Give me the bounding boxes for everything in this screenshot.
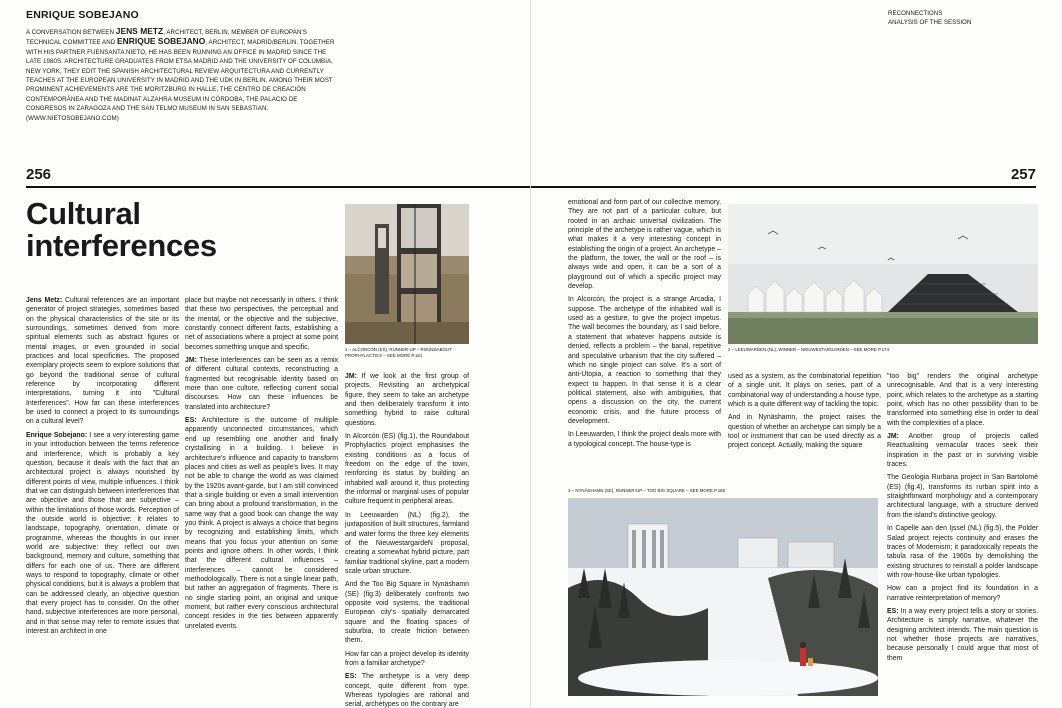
paragraph [345, 580, 469, 645]
paragraph-text: In Alcorcón (ES) (fig.1), the Roundabout Prophylactics project emphasises the existing conditions as a focus of freedom on the edge of the town, reinforcing its status by building an inhabited wall around it, thus protecting the informal or marginal uses of popular culture frequent in peripheral areas. [345, 433, 469, 506]
text-column-left-1 [26, 296, 179, 640]
text-column-left-2 [185, 296, 338, 635]
paragraph-text: How can a project find its foundation in a narrative reinterpretation of memory? [887, 585, 1038, 602]
speaker-label: ES: [345, 673, 357, 681]
paragraph-text: These interferences can be seen as a remix of different cultural contexts, reconstructing a fragmented but recognisable identity based on more than one culture, reflecting current social discourses. How can these influences be translated into architecture? [185, 357, 338, 411]
paragraph [345, 432, 469, 507]
paragraph [26, 431, 179, 637]
intro-name-enrique-sobejano: ENRIQUE SOBEJANO [117, 36, 206, 47]
paragraph-text: Cultural references are an important generator of project strategies, sometimes based on the physical characteristics of the site or its surroundings, sometimes derived from more spiritual elements such as abstract figures or mental images, or even grounded in social practices and local specificities. The proposed exemplary projects seem to explore solutions that go beyond the traditional sense of cultural reference by incorporating different interpretations, turning it into "Cultural Interferences". How far can these interferences be used to connect a project to its surroundings on a cultural level? [26, 297, 179, 426]
author-heading: ENRIQUE SOBEJANO [26, 9, 139, 21]
text-column-right-3 [887, 372, 1038, 667]
figure-3-caption: 3 – NYNÄSHAMN (SE), RUNNER-UP – TOO BIG SQUARE – SEE MORE P.185 [568, 488, 726, 493]
speaker-label: JM: [185, 357, 197, 365]
paragraph [26, 296, 179, 427]
paragraph-text: In a way every project tells a story or stories. Architecture is simply narrative, whatever the designing architect intends. The main question is not whether those projects are narratives, because personally I could argue that most of them [887, 607, 1038, 662]
text-column-right-1 [568, 198, 721, 453]
paragraph-text: The Geologia Rurbana project in San Bartolomé (ES) (fig.4), transforms its rurban spirit into a straightforward morphology and a contemporary architectural language, with a structure derived from the island's distinctive geology. [887, 474, 1038, 519]
paragraph [728, 372, 881, 409]
right-page [531, 0, 1062, 708]
speaker-label: ES: [887, 607, 899, 615]
speaker-label: Jens Metz: [26, 297, 63, 304]
paragraph [887, 607, 1038, 663]
speaker-label: Enrique Sobejano: [26, 431, 88, 439]
intro-url: (WWW.NIETOSOBEJANO.COM) [26, 114, 119, 122]
paragraph [345, 672, 469, 708]
paragraph [568, 198, 721, 291]
divider-rule-left [26, 186, 530, 188]
paragraph [345, 511, 469, 576]
paragraph [185, 356, 338, 412]
paragraph-text: Architecture is the outcome of multiple apparently unconnected circumstances, which end up resembling one another and finally crystallising in a building. I believe in architecture's influence and capacity to transform places and cities as well as people's lives. It may not be able to change the world as was claimed by the 1920s avant-garde, but I am still convinced that a single building or even a small intervention can bring about a profound transformation, in the same way that a good book can change the way you think. A project is always a choice that begins by recognizing and establishing limits, which means that you focus your attention on some points and ignore others. In other words, I think that the different cultural influences – interferences – cannot be considered methodologically. There is not a single linear path, but rather an aggregation of fragments. There is no single starting point, an original and unique moment, but rather every conscious architectural concept resides in the ties between apparently unrelated events. [185, 417, 338, 630]
paragraph-text: And the Too Big Square in Nynäshamn (SE) (fig.3) deliberately confronts two opposite void systems, the traditional European city's spatially demarcated square and the floating spaces of suburbia, to create friction between them. [345, 581, 469, 645]
intro-name-jens-metz: JENS METZ [115, 26, 164, 36]
paragraph-text: place but maybe not necessarily in others. I think that these two perspectives, the perceptual and the mental, or the objective and the subjective, constantly connect different facts, establishing a net of associations where a project at some point becomes something unique and specific. [185, 297, 338, 351]
paragraph [568, 295, 721, 426]
figure-2-image [728, 204, 1038, 344]
paragraph [345, 650, 469, 669]
paragraph-text: used as a system, as the combinatorial repetition of a single unit. It plays on series, part of a combinatorial way of understanding a house type, which is a quite different way of tackling the topic. [728, 373, 881, 409]
paragraph [887, 584, 1038, 603]
intro-paragraph: A CONVERSATION BETWEEN JENS METZ, ARCHITECT, BERLIN, MEMBER OF EUROPAN'S TECHNICAL COMMITTEE AND ENRIQUE SOBEJANO, ARCHITECT, MADRID/BERLIN. TOGETHER WITH HIS PARTNER FUENSANTA NIETO, HE HAS BEEN RUNNING AN OFFICE IN MADRID SINCE THE LATE 1980S. ARCHITECTURE GRADUATES FROM ETSA MADRID AND THE UNIVERSITY OF COLUMBIA, NEW YORK, THEY EDIT THE SPANISH ARCHITECTURAL REVIEW ARQUITECTURA AND CURRENTLY TEACHES AT THE EUROPEAN UNIVERSITY IN MADRID AND THE UDK IN BERLIN. AMONG THEIR MOST PROMINENT ACHIEVEMENTS ARE THE MORITZBURG IN HALLE, THE CENTRO DE CREACIÓN CONTEMPORÁNEA AND THE MADINAT ALZAHRA MUSEUM IN CÓRDOBA, THE PALACIO DE CONGRESOS IN ZARAGOZA AND THE SAN TELMO MUSEUM IN SAN SEBASTIAN. (WWW.NIETOSOBEJANO.COM) [26, 26, 335, 122]
paragraph-text: Another group of projects called Reactualising vernacular traces seek their inspiration in the past or in surviving visible traces. [887, 433, 1038, 469]
paragraph-text: In Capelle aan den Ijssel (NL) (fig.5), the Polder Salad project rejects continuity and erases the traces of Modernism; it paradoxically repeats the tabula rasa of the 1960s by demolishing the existing structures to reinstall a polder landscape with row-house-like urban typologies. [887, 525, 1038, 579]
paragraph [728, 413, 881, 450]
speaker-label: JM: [345, 373, 357, 380]
paragraph [345, 372, 469, 428]
paragraph-text: In Leeuwarden, I think the project deals more with a typological concept. The house-type is [568, 431, 721, 448]
paragraph [185, 296, 338, 352]
paragraph-text: And in Nynäshamn, the project raises the question of whether an archetype can simply be a tool or instrument that can be used directly as a project concept. Actually, making the square [728, 414, 881, 450]
paragraph [887, 432, 1038, 469]
text-column-right-2 [728, 372, 881, 455]
paragraph [887, 372, 1038, 428]
figure-3-image [568, 498, 878, 696]
paragraph-text: I see a very interesting game in your introduction between the terms reference and interference, which is probably a key question, because it deals with the fact that an architectural project is always nourished by different points of view, multiple influences. I think that we can distinguish between interferences that are objective and those that are subjective – within the limitations of those words. Perception of the outside world is objective: it relates to landscape, topography, orientation, climate or programme, whereas the thoughts in our inner world are subjective: they reflect our own background, memory and culture, something that differs for each one of us. There are different ways to respond to topography, climate or other physical conditions, but it is always a problem that can be addressed clearly, an objective question that every project has to consider. On the other hand, subjective interferences are more personal, and in that sense may refer to remote issues that interest an architect in one [26, 431, 180, 636]
paragraph [185, 416, 338, 631]
speaker-label: JM: [887, 433, 899, 441]
paragraph-text: The archetype is a very deep concept, quite different from type. Whereas typologies are rational and serial, archetypes on the contrary are [345, 673, 469, 708]
figure-1-image [345, 204, 469, 344]
figure-1-caption: 1 – ALCORCÓN (ES), RUNNER-UP – ROUNDABOUT PROPHYLACTICS – SEE MORE P.181 [345, 347, 452, 358]
divider-rule-right [531, 186, 1036, 188]
article-title: Cultural interferences [26, 196, 217, 263]
paragraph [887, 473, 1038, 520]
figure-2-caption: 2 – LEEUWARDEN (NL), WINNER – NIEUWESTARGARDEN – SEE MORE P.174 [728, 347, 889, 352]
page-number-right: 257 [1010, 166, 1036, 183]
paragraph-text: In Alcorcón, the project is a strange Arcadia, I suppose. The archetype of the inhabited wall is used as a gesture, to give the project impetus. The wall becomes the boundary, as I said before, a statement that whatever happens outside is denied, reflects a problem – the banal, repetitive and speculative urbanism that the city suffered – which no single project can solve. It's a sort of anti-Utopia, a reaction to something that they expect to happen. In that sense it is a clear political statement, also with ambiguities, that opens a discussion on the city, the current economic crisis, and the future process of development. [568, 296, 721, 425]
text-column-left-3 [345, 372, 469, 708]
paragraph-text: emotional and form part of our collective memory. They are not part of a particular culture, but rooted in an archaic universal civilization. The principle of the archetype is rather vague, which is what makes it a very interesting concept in establishing the origin of a project. An archetype – the platform, the tower, the wall or the roof – is always wide and open, it can be a sort of a playground out of which a specific project may develop. [568, 199, 721, 291]
paragraph [887, 524, 1038, 580]
paragraph [568, 430, 721, 449]
paragraph-text: How far can a project develop its identity from a familiar archetype? [345, 650, 469, 667]
paragraph-text: In Leeuwarden (NL) (fig.2), the juxtaposition of built structures, farmland and water forms the three key elements of the NieuwestargardeN proposal, creating a somewhat hybrid picture, part familiar traditional skyline, part a modern scale urban structure. [345, 511, 469, 575]
page-number-left: 256 [26, 166, 52, 183]
paragraph-text: "too big" renders the original archetype unrecognisable. And that is a very interesting point, which relates to the archetype as a starting point, which has no other possibility than to be transformed into something else in order to deal with the complexities of a place. [887, 373, 1038, 427]
speaker-label: ES: [185, 417, 197, 425]
paragraph-text: If we look at the first group of projects, Revisiting an archetypical figure, they seem to take an archetype and then deliberately transform it into something hybrid to raise cultural questions. [345, 373, 469, 427]
section-tag: RECONNECTIONS ANALYSIS OF THE SESSION [888, 10, 972, 26]
